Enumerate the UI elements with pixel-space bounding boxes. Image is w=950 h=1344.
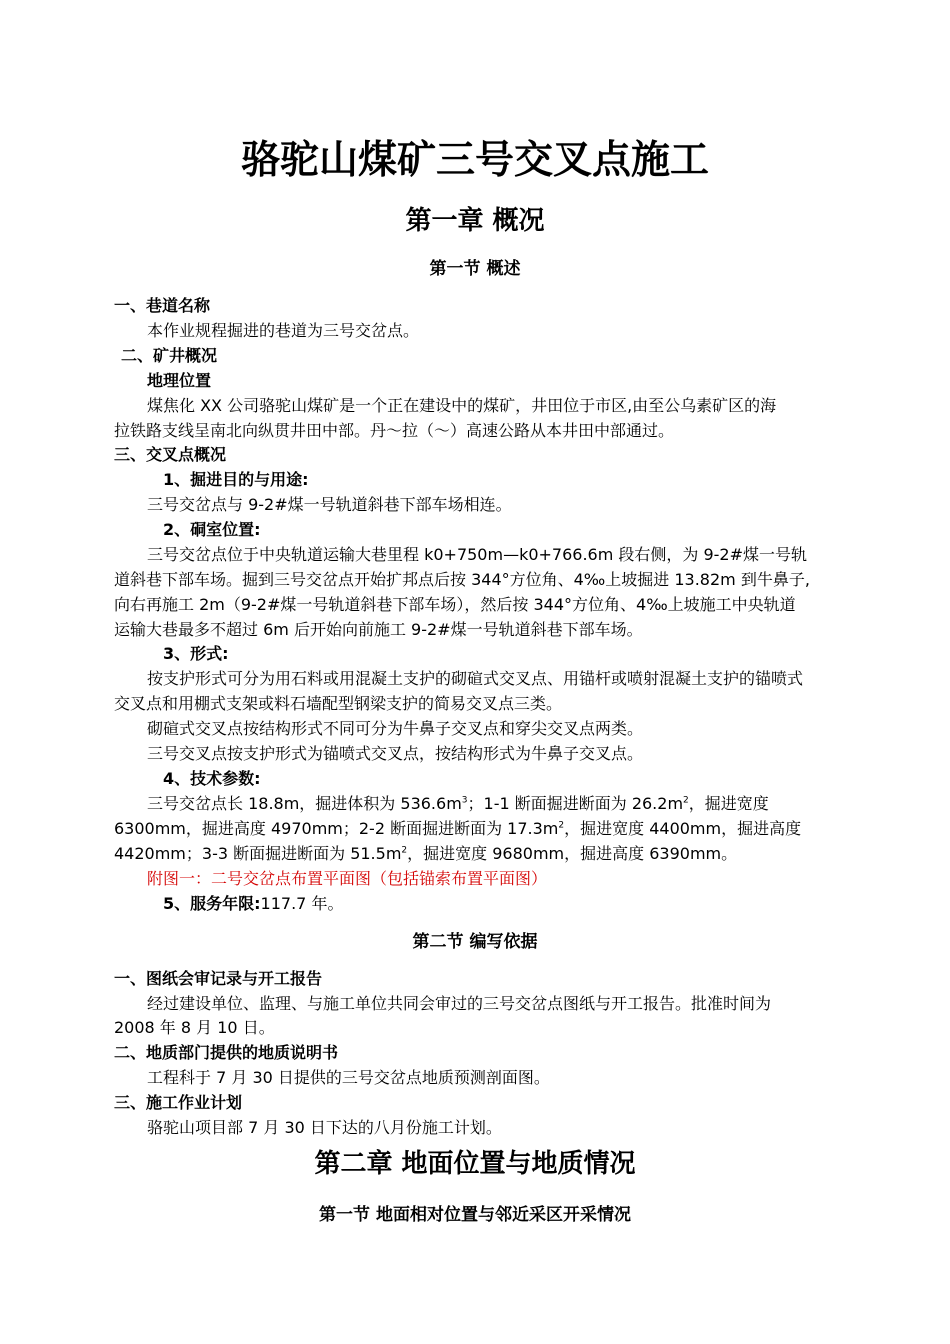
item-heading: 一、巷道名称	[114, 296, 211, 315]
chapter-heading: 第二章 地面位置与地质情况	[314, 1149, 636, 1179]
text-run: ，掘进宽度	[688, 794, 769, 813]
paragraph-line	[147, 791, 950, 816]
paragraph-line: 砌碹式交叉点按结构形式不同可分为牛鼻子交叉点和穿尖交叉点两类。	[147, 719, 644, 738]
chapter-heading: 第一章 概况	[405, 206, 545, 236]
paragraph-line: 交叉点和用棚式支架或料石墙配型钢梁支护的简易交叉点三类。	[114, 694, 563, 713]
section-heading: 第一节 概述	[429, 259, 521, 279]
subheading: 4、技术参数:	[163, 769, 261, 788]
paragraph-line: 本作业规程掘进的巷道为三号交岔点。	[147, 321, 420, 340]
paragraph-line: 向右再施工 2m（9-2#煤一号轨道斜巷下部车场），然后按 344°方位角、4‰上坡施工中央轨道	[114, 595, 796, 614]
item-heading: 一、图纸会审记录与开工报告	[114, 969, 323, 988]
text-run: 三号交岔点长 18.8m，掘进体积为 536.6m	[147, 794, 462, 813]
subheading: 5、服务年限:	[163, 894, 261, 913]
paragraph-line: 骆驼山项目部 7 月 30 日下达的八月份施工计划。	[147, 1118, 502, 1137]
section-heading: 第一节 地面相对位置与邻近采区开采情况	[319, 1205, 631, 1225]
superscript: 2	[558, 820, 565, 831]
text-run: 4420mm；3-3 断面掘进断面为 51.5m	[114, 844, 402, 863]
paragraph-line: 工程科于 7 月 30 日提供的三号交岔点地质预测剖面图。	[147, 1068, 550, 1087]
paragraph-line: 经过建设单位、监理、与施工单位共同会审过的三号交岔点图纸与开工报告。批准时间为	[147, 994, 772, 1013]
paragraph-line: 按支护形式可分为用石料或用混凝土支护的砌碹式交叉点、用锚杆或喷射混凝土支护的锚喷式	[147, 669, 804, 688]
subheading: 地理位置	[147, 371, 212, 390]
figure-reference: 附图一：二号交岔点布置平面图（包括锚索布置平面图）	[147, 869, 548, 888]
section-heading: 第二节 编写依据	[412, 932, 538, 952]
text-run: 117.7 年。	[260, 894, 344, 913]
paragraph-line	[114, 816, 950, 841]
text-run: ，掘进宽度 4400mm，掘进高度	[564, 819, 802, 838]
subheading: 1、掘进目的与用途:	[163, 470, 309, 489]
paragraph-line: 运输大巷最多不超过 6m 后开始向前施工 9-2#煤一号轨道斜巷下部车场。	[114, 620, 643, 639]
item-heading: 二、矿井概况	[121, 346, 218, 365]
item-heading: 三、施工作业计划	[114, 1093, 243, 1112]
text-run: ，掘进宽度 9680mm，掘进高度 6390mm。	[407, 844, 738, 863]
item-heading: 二、地质部门提供的地质说明书	[114, 1043, 339, 1062]
text-run: ；1-1 断面掘进断面为 26.2m	[467, 794, 684, 813]
paragraph-line: 煤焦化 XX 公司骆驼山煤矿是一个正在建设中的煤矿，井田位于市区,由至公乌素矿区的海	[147, 396, 777, 415]
paragraph-line	[114, 841, 950, 866]
document-title: 骆驼山煤矿三号交叉点施工	[240, 138, 709, 183]
subheading: 2、硐室位置:	[163, 520, 261, 539]
item-heading: 三、交叉点概况	[114, 445, 227, 464]
paragraph-line: 道斜巷下部车场。掘到三号交岔点开始扩邦点后按 344°方位角、4‰上坡掘进 13.82m 到牛鼻子,	[114, 570, 810, 589]
paragraph-line: 拉铁路支线呈南北向纵贯井田中部。丹～拉（～）高速公路从本井田中部通过。	[114, 421, 675, 440]
paragraph-line: 三号交叉点按支护形式为锚喷式交叉点，按结构形式为牛鼻子交叉点。	[147, 744, 644, 763]
paragraph-line: 三号交岔点与 9-2#煤一号轨道斜巷下部车场相连。	[147, 495, 512, 514]
superscript: 2	[401, 845, 408, 856]
subheading: 3、形式:	[163, 644, 229, 663]
superscript: 3	[461, 795, 468, 806]
paragraph-line	[163, 891, 950, 916]
superscript: 2	[683, 795, 689, 806]
paragraph-line: 三号交岔点位于中央轨道运输大巷里程 k0+750m—k0+766.6m 段右侧，为 9-2#煤一号轨	[147, 545, 808, 564]
text-run: 6300mm，掘进高度 4970mm；2-2 断面掘进断面为 17.3m	[114, 819, 559, 838]
paragraph-line: 2008 年 8 月 10 日。	[114, 1018, 275, 1037]
